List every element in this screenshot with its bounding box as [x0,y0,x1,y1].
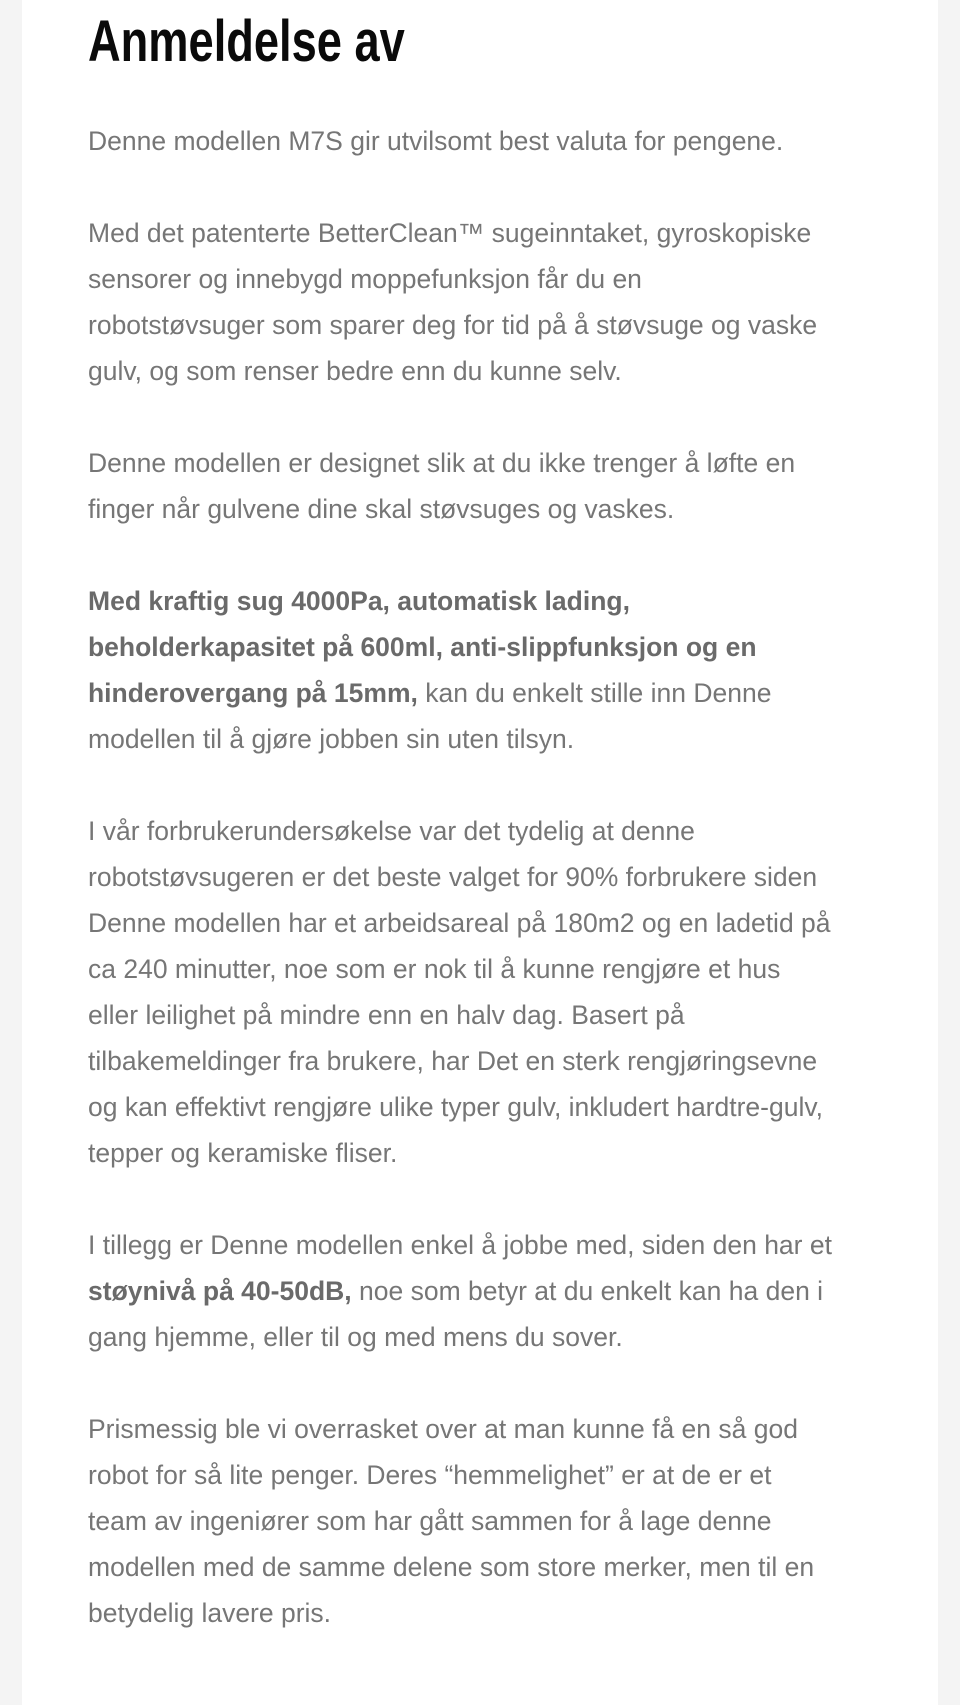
bold-text: støynivå på 40-50dB, [88,1276,352,1306]
article-card [22,0,938,1705]
text: Denne modellen er designet slik at du ikke trenger å løfte en finger når gulvene dine skal støvsuges og vaskes. [88,448,796,524]
text: kan du enkelt stille inn Denne modellen til å gjøre jobben sin uten tilsyn. [88,678,772,754]
article-paragraph [88,440,960,532]
article-paragraph [88,1406,960,1636]
article-title: Anmeldelse av [88,9,405,74]
article-paragraph [88,118,960,164]
text: Med det patenterte BetterClean™ sugeinntaket, gyroskopiske sensorer og innebygd moppefunksjon får du en robotstøvsuger som sparer deg for tid på å støvsuge og vaske gulv, og som renser bedre enn du kunne selv. [88,218,818,386]
text: Denne modellen M7S gir utvilsomt best valuta for pengene. [88,126,784,156]
article-paragraph [88,1222,960,1360]
bold-text: Med kraftig sug 4000Pa, automatisk lading, beholderkapasitet på 600ml, anti-slippfunksjon og en hinderovergang på 15mm, [88,586,757,708]
article-paragraph [88,578,960,762]
article-paragraph [88,210,960,394]
article-body [88,118,960,1682]
text: I tillegg er Denne modellen enkel å jobbe med, siden den har et [88,1230,832,1260]
text: I vår forbrukerundersøkelse var det tydelig at denne robotstøvsugeren er det beste valget for 90% forbrukere siden Denne modellen har et arbeidsareal på 180m2 og en ladetid på ca 240 minutter, noe som er nok til å kunne rengjøre et hus eller leilighet på mindre enn en halv dag. Basert på tilbakemeldinger fra brukere, har Det en sterk rengjøringsevne og kan effektivt rengjøre ulike typer gulv, inkludert hardtre-gulv, tepper og keramiske fliser. [88,816,831,1168]
text: noe som betyr at du enkelt kan ha den i gang hjemme, eller til og med mens du sover. [88,1276,824,1352]
text: Prismessig ble vi overrasket over at man kunne få en så god robot for så lite penger. Deres “hemmelighet” er at de er et team av ingeniører som har gått sammen for å lage denne modellen med de samme delene som store merker, men til en betydelig lavere pris. [88,1414,815,1628]
article-paragraph [88,808,960,1176]
